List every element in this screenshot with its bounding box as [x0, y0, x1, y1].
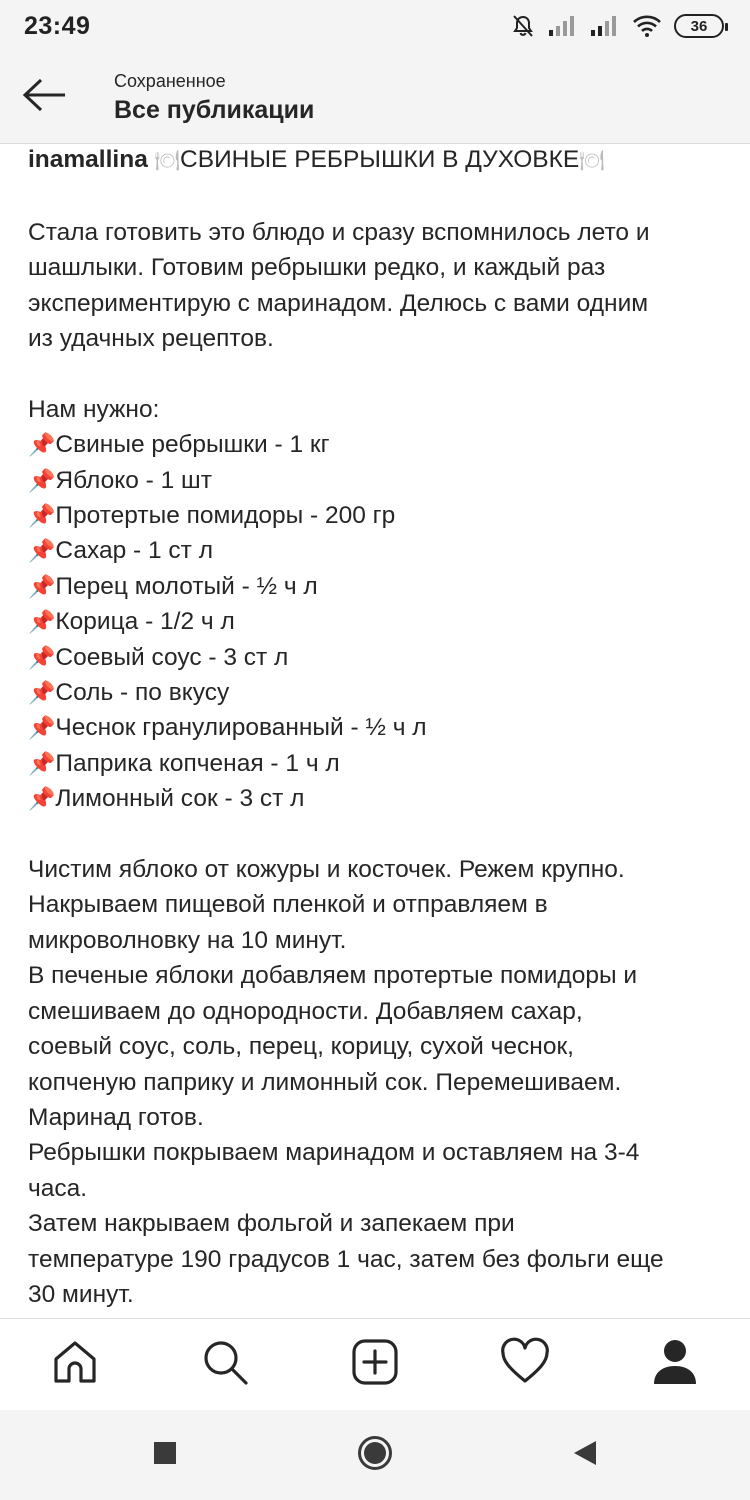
- ingredient-item: [28, 710, 728, 745]
- blank-line: [28, 179, 728, 214]
- post-caption: [28, 130, 728, 1318]
- status-icons: [510, 13, 724, 39]
- ingredient-item: [28, 781, 728, 816]
- nav-activity-button[interactable]: [480, 1320, 570, 1410]
- step-line: Маринад готов.: [28, 1103, 204, 1131]
- pushpin-icon: 📌: [28, 573, 56, 599]
- status-bar: [0, 0, 750, 52]
- nav-search-button[interactable]: [180, 1320, 270, 1410]
- intro-line: шашлыки. Готовим ребрышки редко, и каждый раз: [28, 254, 606, 282]
- plate-icon: 🍽: [154, 150, 181, 172]
- step-line: микроволновку на 10 минут.: [28, 926, 347, 954]
- pushpin-icon: 📌: [28, 432, 56, 458]
- blank-line: [28, 356, 728, 391]
- nav-home-button[interactable]: [30, 1320, 120, 1410]
- recent-apps-icon: [152, 1440, 178, 1471]
- signal-icon: [548, 15, 578, 37]
- plate-icon: 🍽: [579, 150, 605, 172]
- ingredient-text: Перец молотый - ½ ч л: [55, 572, 318, 600]
- system-back-button[interactable]: [545, 1415, 625, 1495]
- ingredient-item: [28, 427, 728, 462]
- caption-username[interactable]: inamallina: [28, 146, 148, 173]
- pushpin-icon: 📌: [28, 750, 56, 776]
- profile-icon: [653, 1338, 697, 1391]
- home-icon: [51, 1338, 99, 1391]
- intro-line: Стала готовить это блюдо и сразу вспомнилось лето и: [28, 218, 650, 246]
- ingredient-text: Чеснок гранулированный - ½ ч л: [55, 714, 427, 742]
- ingredient-item: [28, 533, 728, 568]
- header-titles: [114, 71, 314, 125]
- app-header: [0, 52, 750, 144]
- back-triangle-icon: [572, 1439, 598, 1472]
- mute-icon: [510, 13, 536, 39]
- caption-title-line: [28, 142, 728, 179]
- home-circle-icon: [357, 1435, 393, 1476]
- ingredient-text: Лимонный сок - 3 ст л: [55, 785, 305, 813]
- back-arrow-icon: [21, 77, 69, 118]
- ingredient-text: Паприка копченая - 1 ч л: [55, 749, 340, 777]
- ingredient-text: Свиные ребрышки - 1 кг: [55, 431, 330, 459]
- step-line: соевый соус, соль, перец, корицу, сухой чеснок,: [28, 1033, 574, 1061]
- ingredient-text: Сахар - 1 ст л: [55, 537, 214, 565]
- pushpin-icon: 📌: [28, 503, 56, 529]
- pushpin-icon: 📌: [28, 715, 56, 741]
- system-nav-bar: [0, 1410, 750, 1500]
- pushpin-icon: 📌: [28, 786, 56, 812]
- step-line: Накрываем пищевой пленкой и отправляем в: [28, 891, 548, 919]
- step-line: Ребрышки покрываем маринадом и оставляем на 3-4: [28, 1139, 640, 1167]
- header-subtitle: Сохраненное: [114, 70, 226, 91]
- ingredient-text: Соль - по вкусу: [55, 679, 230, 707]
- intro-line: из удачных рецептов.: [28, 325, 274, 353]
- signal-icon: [590, 15, 620, 37]
- ingredient-item: [28, 569, 728, 604]
- new-post-icon: [351, 1338, 399, 1391]
- search-icon: [201, 1338, 249, 1391]
- bottom-nav: [0, 1318, 750, 1410]
- status-time: 23:49: [24, 11, 91, 40]
- step-line: В печеные яблоки добавляем протертые помидоры и: [28, 962, 638, 990]
- ingredient-text: Корица - 1/2 ч л: [55, 608, 235, 636]
- wifi-icon: [632, 14, 662, 38]
- blank-line: [28, 817, 728, 852]
- step-line: копченую паприку и лимонный сок. Перемешиваем.: [28, 1068, 622, 1096]
- step-line: Затем накрываем фольгой и запекаем при: [28, 1210, 515, 1238]
- step-line: Чистим яблоко от кожуры и косточек. Режем крупно.: [28, 856, 625, 884]
- activity-heart-icon: [500, 1339, 550, 1390]
- ingredient-text: Протертые помидоры - 200 гр: [55, 502, 396, 530]
- ingredient-text: Соевый соус - 3 ст л: [55, 643, 289, 671]
- ingredient-item: [28, 675, 728, 710]
- back-button[interactable]: [0, 52, 90, 144]
- step-line: температуре 190 градусов 1 час, затем без фольги еще: [28, 1245, 664, 1273]
- pushpin-icon: 📌: [28, 680, 56, 706]
- pushpin-icon: 📌: [28, 467, 56, 493]
- step-line: 30 минут.: [28, 1280, 134, 1308]
- ingredient-text: Яблоко - 1 шт: [55, 466, 212, 494]
- recent-apps-button[interactable]: [125, 1415, 205, 1495]
- caption-title: СВИНЫЕ РЕБРЫШКИ В ДУХОВКЕ: [180, 146, 580, 173]
- ingredient-item: [28, 746, 728, 781]
- system-home-button[interactable]: [335, 1415, 415, 1495]
- nav-new-post-button[interactable]: [330, 1320, 420, 1410]
- pushpin-icon: 📌: [28, 609, 56, 635]
- pushpin-icon: 📌: [28, 538, 56, 564]
- ingredients-heading: Нам нужно:: [28, 395, 160, 423]
- ingredient-item: [28, 498, 728, 533]
- battery-icon: 36: [674, 14, 724, 38]
- step-line: часа.: [28, 1174, 88, 1202]
- intro-line: экспериментирую с маринадом. Делюсь с вами одним: [28, 289, 649, 317]
- ingredient-item: [28, 604, 728, 639]
- step-line: смешиваем до однородности. Добавляем сахар,: [28, 997, 583, 1025]
- ingredient-item: [28, 640, 728, 675]
- page-title: Все публикации: [114, 95, 315, 124]
- nav-profile-button[interactable]: [630, 1320, 720, 1410]
- ingredient-item: [28, 463, 728, 498]
- pushpin-icon: 📌: [28, 644, 56, 670]
